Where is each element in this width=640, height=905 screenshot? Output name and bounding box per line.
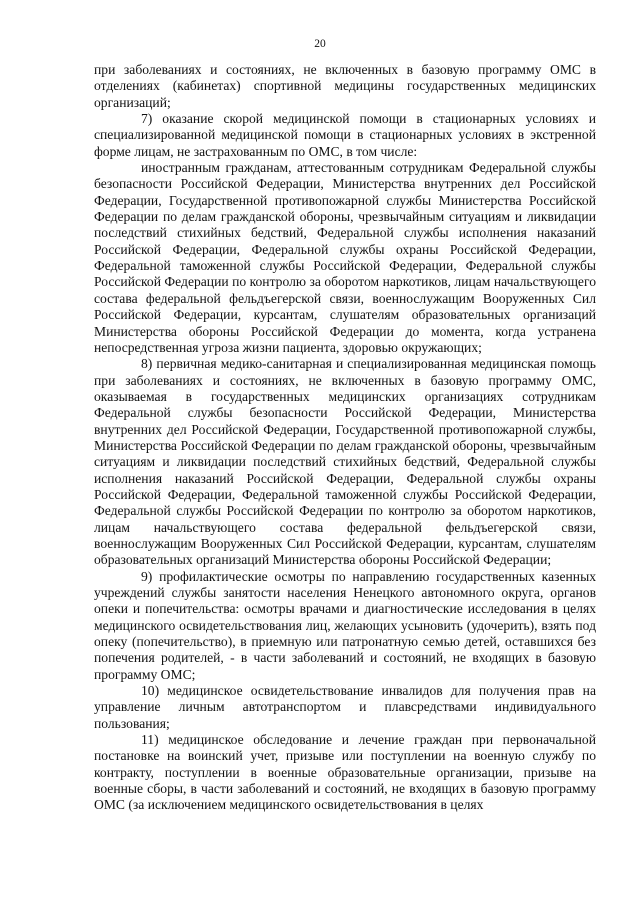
paragraph-continuation: при заболеваниях и состояниях, не включенных в базовую программу ОМС в отделениях (кабинетах) спортивной медицины государственных медицинских организаций;	[94, 62, 596, 110]
page-number: 20	[314, 38, 326, 50]
body-text	[94, 62, 596, 814]
paragraph-item-8: 8) первичная медико-санитарная и специализированная медицинская помощь при заболеваниях и состояниях, не включенных в базовую программу ОМС, оказываемая в государственных медицинских организациях сотрудникам Федеральной службы безопасности Российской Федерации, Министерства внутренних дел Российской Федерации, Государственной противопожарной службы, Министерства Российской Федерации по делам гражданской обороны, чрезвычайным ситуациям и ликвидации последствий стихийных бедствий, Федеральной службы исполнения наказаний Российской Федерации, Федеральной службы охраны Российской Федерации, Федеральной таможенной службы Российской Федерации, Федеральной службы Российской Федерации по контролю за оборотом наркотиков, лицам начальствующего состава федеральной фельдъегерской связи, военнослужащим Вооруженных Сил Российской Федерации, курсантам, слушателям образовательных организаций Министерства обороны Российской Федерации;	[94, 356, 596, 568]
paragraph-item-7: 7) оказание скорой медицинской помощи в стационарных условиях и специализированной медицинской помощи в стационарных условиях в экстренной форме лицам, не застрахованным по ОМС, в том числе:	[94, 111, 596, 159]
paragraph-item-7-details: иностранным гражданам, аттестованным сотрудникам Федеральной службы безопасности Российской Федерации, Министерства внутренних дел Российской Федерации, Государственной противопожарной службы Министерства Российской Федерации по делам гражданской обороны, чрезвычайным ситуациям и ликвидации последствий стихийных бедствий, Федеральной службы исполнения наказаний Российской Федерации, Федеральной службы охраны Российской Федерации, Федеральной таможенной службы Российской Федерации, Федеральной службы Российской Федерации по контролю за оборотом наркотиков, лицам начальствующего состава федеральной фельдъегерской связи, военнослужащим Вооруженных Сил Российской Федерации, курсантам, слушателям образовательных организаций Министерства обороны Российской Федерации до момента, когда устранена непосредственная угроза жизни пациента, здоровью окружающих;	[94, 160, 596, 355]
paragraph-item-11: 11) медицинское обследование и лечение граждан при первоначальной постановке на воинский учет, призыве или поступлении на военную службу по контракту, поступлении в военные образовательные организации, призыве на военные сборы, в части заболеваний и состояний, не входящих в базовую программу ОМС (за исключением медицинского освидетельствования в целях	[94, 732, 596, 813]
paragraph-item-10: 10) медицинское освидетельствование инвалидов для получения прав на управление личным автотранспортом и плавсредствами индивидуального пользования;	[94, 683, 596, 731]
paragraph-item-9: 9) профилактические осмотры по направлению государственных казенных учреждений службы занятости населения Ненецкого автономного округа, органов опеки и попечительства: осмотры врачами и диагностические исследования в целях медицинского освидетельствования лиц, желающих усыновить (удочерить), взять под опеку (попечительство), в приемную или патронатную семью детей, оставшихся без попечения родителей, - в части заболеваний и состояний, не входящих в базовую программу ОМС;	[94, 568, 596, 682]
